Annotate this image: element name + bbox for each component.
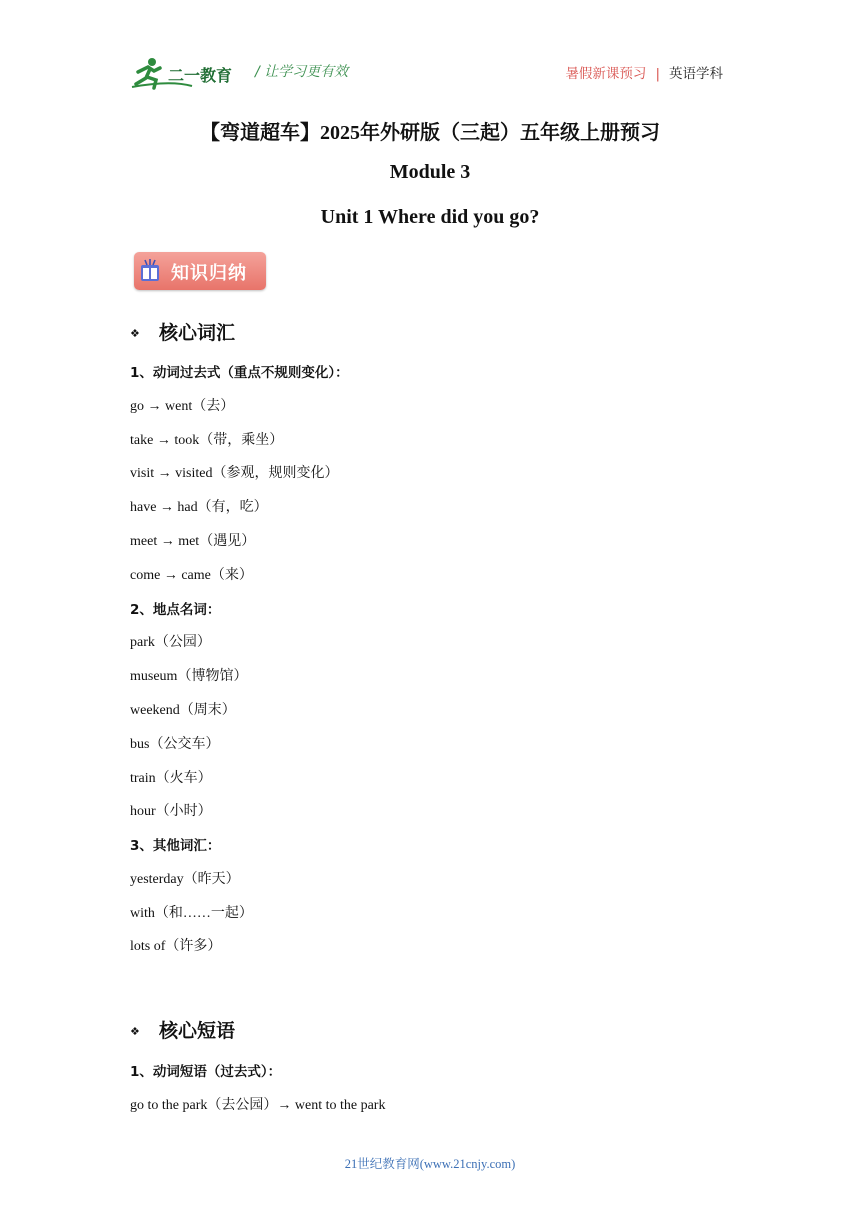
- list-item: hour（小时）: [130, 804, 212, 819]
- header-right: [565, 62, 723, 82]
- header-subject: 英语学科: [669, 66, 723, 82]
- diamond-bullet-icon: ❖: [130, 327, 140, 340]
- logo-text: 二一教育: [168, 66, 233, 85]
- book-icon: [140, 259, 160, 283]
- runner-icon: [130, 56, 242, 92]
- list-item: bus（公交车）: [130, 737, 220, 752]
- list-item: weekend（周末）: [130, 703, 236, 718]
- group-title: 3、其他词汇：: [130, 838, 221, 854]
- header-course-label: 暑假新课预习: [565, 66, 647, 82]
- list-item: yesterday（昨天）: [130, 872, 240, 887]
- unit-title: Unit 1 Where did you go?: [320, 206, 540, 228]
- group-title: 1、动词短语（过去式）：: [130, 1064, 282, 1080]
- badge-label: 知识归纳: [171, 263, 247, 284]
- list-item: take → took（带，乘坐）: [130, 433, 284, 448]
- diamond-bullet-icon: ❖: [130, 1025, 140, 1038]
- module-title: Module 3: [389, 161, 471, 183]
- section-heading-vocabulary: [130, 318, 235, 345]
- section-heading-text: 核心短语: [159, 1020, 236, 1042]
- list-item: museum（博物馆）: [130, 669, 248, 684]
- list-item: have → had（有，吃）: [130, 500, 268, 515]
- list-item: go to the park（去公园）→ went to the park: [130, 1098, 386, 1113]
- section-heading-phrases: [130, 1016, 235, 1043]
- page-title: 【弯道超车】2025年外研版（三起）五年级上册预习: [200, 122, 660, 144]
- header-separator: |: [655, 66, 660, 82]
- list-item: visit → visited（参观，规则变化）: [130, 466, 339, 481]
- list-item: lots of（许多）: [130, 939, 222, 954]
- list-item: with（和……一起）: [130, 906, 253, 921]
- knowledge-badge: [134, 252, 266, 290]
- group-title: 2、地点名词：: [130, 602, 221, 618]
- list-item: train（火车）: [130, 771, 212, 786]
- group-title: 1、动词过去式（重点不规则变化）：: [130, 365, 349, 381]
- section-heading-text: 核心词汇: [159, 322, 236, 344]
- list-item: park（公园）: [130, 635, 211, 650]
- header-slogan: / 让学习更有效: [255, 64, 349, 80]
- page-footer[interactable]: 21世纪教育网(www.21cnjy.com): [344, 1157, 516, 1171]
- list-item: go → went（去）: [130, 399, 235, 414]
- list-item: come → came（来）: [130, 568, 253, 583]
- list-item: meet → met（遇见）: [130, 534, 256, 549]
- brand-logo: [130, 56, 242, 92]
